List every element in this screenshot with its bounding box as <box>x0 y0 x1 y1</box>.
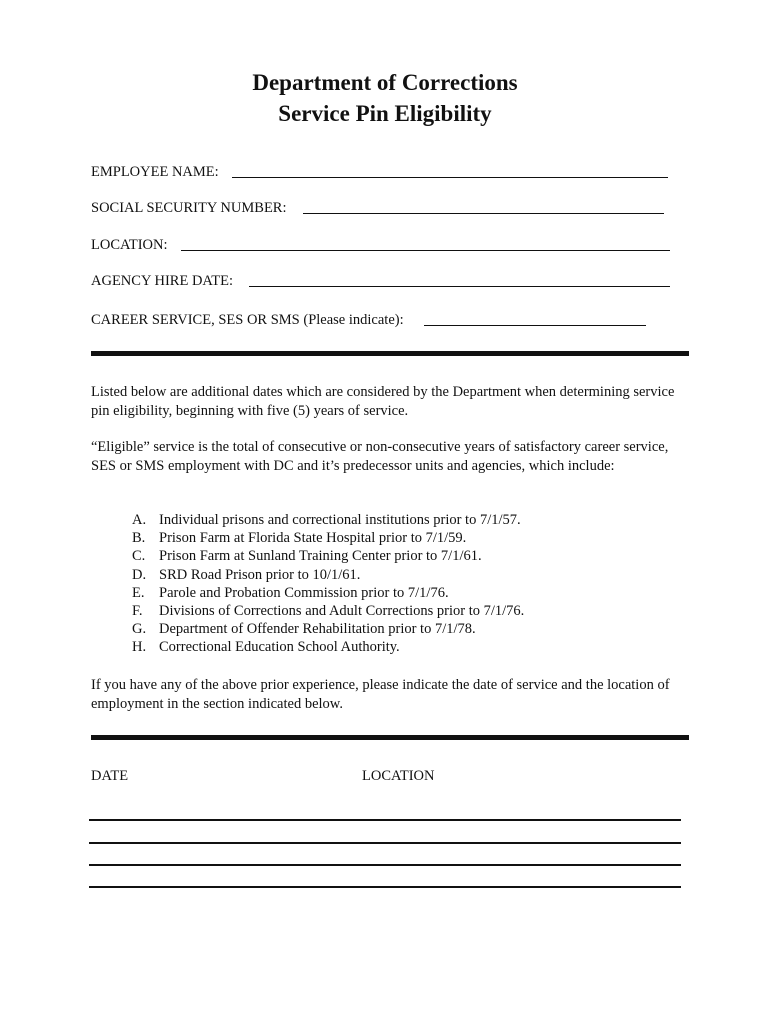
section-divider <box>91 351 689 356</box>
list-item-letter: F. <box>132 603 143 620</box>
ssn-label: SOCIAL SECURITY NUMBER: <box>91 200 287 216</box>
list-item <box>132 602 524 620</box>
list-item-text: Prison Farm at Sunland Training Center prior to 7/1/61. <box>159 548 482 565</box>
document-title: Department of Corrections <box>252 70 518 95</box>
list-item-letter: C. <box>132 548 146 565</box>
career-service-label: CAREER SERVICE, SES OR SMS (Please indicate): <box>91 312 404 328</box>
list-item-text: Prison Farm at Florida State Hospital prior to 7/1/59. <box>159 530 467 547</box>
document-subtitle: Service Pin Eligibility <box>278 101 492 126</box>
eligible-service-list <box>132 511 524 657</box>
career-service-field[interactable] <box>424 325 646 326</box>
section-divider <box>91 735 689 740</box>
date-location-entry-line[interactable] <box>89 842 681 844</box>
location-column-header: LOCATION <box>362 768 435 784</box>
ssn-field[interactable] <box>303 213 664 214</box>
list-item <box>132 511 524 529</box>
list-item <box>132 547 524 565</box>
list-item-letter: D. <box>132 566 147 583</box>
list-item-text: Parole and Probation Commission prior to 7/1/76. <box>159 584 449 601</box>
date-column-header: DATE <box>91 768 129 784</box>
location-field[interactable] <box>181 250 670 251</box>
list-item <box>132 566 524 584</box>
hire-date-field[interactable] <box>249 286 670 287</box>
employee-name-label: EMPLOYEE NAME: <box>91 164 219 180</box>
hire-date-label: AGENCY HIRE DATE: <box>91 273 234 289</box>
list-item-text: Department of Offender Rehabilitation prior to 7/1/78. <box>159 621 476 638</box>
date-location-entry-line[interactable] <box>89 886 681 888</box>
instructions-paragraph: If you have any of the above prior experience, please indicate the date of service and the location of employment in the section indicated below. <box>91 677 670 712</box>
list-item-text: Correctional Education School Authority. <box>159 639 400 656</box>
date-location-entry-line[interactable] <box>89 864 681 866</box>
list-item-letter: B. <box>132 530 146 547</box>
list-item-text: Divisions of Corrections and Adult Corrections prior to 7/1/76. <box>159 603 525 620</box>
date-location-entry-line[interactable] <box>89 819 681 821</box>
list-item <box>132 584 524 602</box>
list-item-letter: A. <box>132 512 147 528</box>
intro-paragraph: Listed below are additional dates which are considered by the Department when determining service pin eligibility, beginning with five (5) years of service. <box>91 384 675 419</box>
list-item <box>132 620 524 638</box>
eligibility-paragraph: “Eligible” service is the total of consecutive or non-consecutive years of satisfactory career service, SES or SMS employment with DC and it’s predecessor units and agencies, which include: <box>91 439 669 474</box>
list-item-letter: E. <box>132 584 145 601</box>
list-item-text: Individual prisons and correctional institutions prior to 7/1/57. <box>159 512 521 528</box>
list-item-letter: G. <box>132 621 147 638</box>
list-item-letter: H. <box>132 639 147 656</box>
employee-name-field[interactable] <box>232 177 668 178</box>
list-item <box>132 529 524 547</box>
list-item <box>132 638 524 656</box>
list-item-text: SRD Road Prison prior to 10/1/61. <box>159 566 361 583</box>
location-label: LOCATION: <box>91 237 168 253</box>
